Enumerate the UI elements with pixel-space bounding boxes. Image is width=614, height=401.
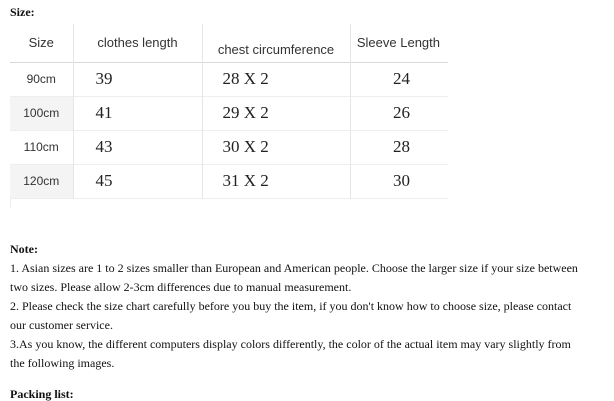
note-line: 3.As you know, the different computers display colors differently, the color of the actual item may vary slightly from: [10, 337, 571, 351]
sleeve-cell: 30: [393, 171, 410, 190]
chest-cell: 30 X 2: [202, 130, 350, 164]
chest-cell: 31 X 2: [202, 164, 350, 198]
header-clothes-length: clothes length: [73, 24, 202, 62]
table-row: [10, 164, 448, 198]
size-cell: 90cm: [10, 62, 73, 96]
length-cell: 43: [73, 130, 202, 164]
table-row: [10, 96, 448, 130]
size-chart-table: [10, 24, 448, 199]
size-cell: 110cm: [10, 130, 73, 164]
note-heading: Note:: [10, 242, 38, 256]
table-bottom-edge: [10, 196, 448, 208]
table-row: [10, 130, 448, 164]
packing-list-heading: Packing list:: [10, 387, 74, 401]
note-line: the following images.: [10, 356, 115, 370]
length-cell: 39: [73, 62, 202, 96]
note-line: our customer service.: [10, 318, 113, 332]
size-chart-header-row: [10, 24, 448, 62]
length-cell: 41: [73, 96, 202, 130]
header-chest-circumference: chest circumference: [202, 24, 350, 62]
size-cell: 120cm: [10, 164, 73, 198]
sleeve-cell: 28: [393, 137, 410, 156]
note-line: 1. Asian sizes are 1 to 2 sizes smaller than European and American people. Choose the larger size if your size between: [10, 261, 578, 275]
length-cell: 45: [73, 164, 202, 198]
table-row: [10, 62, 448, 96]
header-sleeve-length: Sleeve Length: [356, 35, 440, 51]
size-cell: 100cm: [10, 96, 73, 130]
chest-cell: 29 X 2: [202, 96, 350, 130]
note-line: 2. Please check the size chart carefully before you buy the item, if you don't know how to choose size, please contact: [10, 299, 572, 313]
sleeve-cell: 24: [393, 69, 410, 88]
note-text: [10, 259, 610, 373]
chest-cell: 28 X 2: [202, 62, 350, 96]
note-line: two sizes. Please allow 2-3cm differences due to manual measurement.: [10, 280, 352, 294]
sleeve-cell: 26: [393, 103, 410, 122]
header-size: Size: [10, 24, 73, 62]
size-heading: Size:: [10, 5, 35, 19]
size-chart-table-wrapper: [10, 24, 448, 208]
